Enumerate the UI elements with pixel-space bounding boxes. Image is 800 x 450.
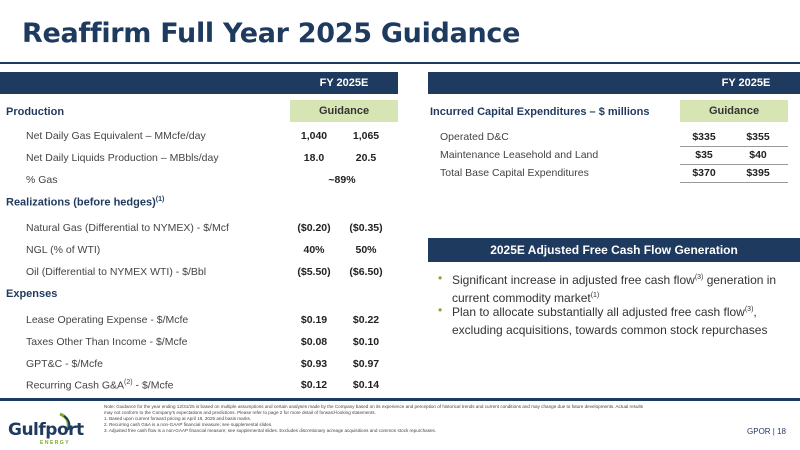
capex-value-low: $370 [692, 167, 716, 179]
row-label-suffix: - $/Mcfe [132, 379, 174, 392]
title-divider [0, 62, 800, 64]
page-number: GPOR | 18 [747, 427, 786, 436]
right-header-label: FY 2025E [721, 77, 771, 89]
table-row-label: Lease Operating Expense - $/Mcfe [26, 314, 189, 326]
fcf-header: 2025E Adjusted Free Cash Flow Generation [428, 238, 800, 262]
section-capex: Incurred Capital Expenditures – $ millions [430, 106, 650, 118]
row-value-low: ($0.20) [297, 222, 331, 234]
row-divider [680, 164, 788, 165]
capex-row-label: Total Base Capital Expenditures [440, 167, 589, 179]
row-divider [680, 146, 788, 147]
table-row-label: Natural Gas (Differential to NYMEX) - $/Mcf [26, 222, 229, 234]
table-row-label: Net Daily Gas Equivalent – MMcfe/day [26, 130, 206, 142]
bullet-text-mid: generation in current commodity market [452, 273, 777, 305]
row-value-high: ($0.35) [349, 222, 383, 234]
note-line: 2. Recurring cash G&A is a non-GAAP financial measure; see supplemental slides. [104, 422, 273, 427]
capex-row-label: Operated D&C [440, 131, 509, 143]
row-value-high: ($6.50) [349, 266, 383, 278]
capex-value-low: $335 [692, 131, 716, 143]
bullet-text [452, 302, 788, 338]
table-row-label: GPT&C - $/Mcfe [26, 358, 104, 370]
bullet-text [452, 270, 788, 306]
table-row-label: % Gas [26, 174, 58, 186]
row-value-low: $0.93 [300, 358, 328, 370]
section-production: Production [6, 106, 65, 118]
logo-name: Gulfport [8, 420, 84, 440]
table-row-label: Taxes Other Than Income - $/Mcfe [26, 336, 188, 348]
bullet-sup: (3) [694, 274, 704, 281]
row-value-low: 40% [303, 244, 325, 256]
bullet-text-pre: Significant increase in adjusted free cash flow [452, 273, 695, 287]
bullet-text-mid: , excluding acquisitions, towards common stock repurchases [452, 305, 768, 337]
bullet-sup: (1) [590, 292, 600, 299]
row-label-sup: (2) [124, 379, 133, 386]
row-value-low: 18.0 [303, 152, 325, 164]
row-value-low: 1,040 [300, 130, 328, 142]
table-row-label: NGL (% of WTI) [26, 244, 101, 256]
right-guidance-label: Guidance [680, 100, 788, 122]
footnotes [104, 404, 744, 434]
row-label-text: Recurring Cash G&A [26, 379, 125, 392]
row-value-low: $0.12 [300, 379, 328, 391]
fcf-bullet [438, 302, 788, 338]
right-table-header [428, 72, 800, 94]
row-value-low: $0.08 [300, 336, 328, 348]
row-value-high: $0.14 [352, 379, 380, 391]
row-value-high: $0.10 [352, 336, 380, 348]
logo-sub: ENERGY [40, 440, 71, 446]
left-table-header [0, 72, 398, 94]
page-title: Reaffirm Full Year 2025 Guidance [22, 18, 521, 49]
section-realizations: Realizations (before hedges)$^{(1)}$ [6, 196, 165, 209]
left-header-label: FY 2025E [319, 77, 369, 89]
note-line: may not conform to the Company's expectations and predictions. Please refer to page 2 for more detail of forward-looking statements. [104, 410, 376, 415]
capex-value-high: $395 [746, 167, 770, 179]
footer-divider [0, 398, 800, 401]
note-line: Note: Guidance for the year ending 12/31/25 is based on multiple assumptions and certain analyses made by the Company based on its experience and perception of historical trends and current conditions and may change due to future developments. Actual results [104, 404, 644, 409]
note-line: 1. Based upon current forward pricing at April 16, 2025 and basis marks. [104, 416, 252, 421]
capex-row-label: Maintenance Leasehold and Land [440, 149, 599, 161]
bullet-sup: (3) [744, 306, 754, 313]
row-value: ~89% [328, 174, 356, 186]
table-row-label: Oil (Differential to NYMEX WTI) - $/Bbl [26, 266, 207, 278]
capex-value-high: $40 [749, 149, 767, 161]
row-divider [680, 182, 788, 183]
table-row-label [26, 379, 173, 392]
capex-value-high: $355 [746, 131, 770, 143]
row-value-high: 1,065 [352, 130, 380, 142]
bullet-text-pre: Plan to allocate substantially all adjusted free cash flow [452, 305, 745, 319]
row-value-low: $0.19 [300, 314, 328, 326]
bullet-dot-icon: • [438, 303, 443, 317]
capex-value-low: $35 [695, 149, 713, 161]
section-expenses: Expenses [6, 288, 58, 300]
left-guidance-label: Guidance [290, 100, 398, 122]
table-row-label: Net Daily Liquids Production – MBbls/day [26, 152, 219, 164]
note-line: 3. Adjusted free cash flow is a non-GAAP financial measure; see supplemental slides. Excludes discretionary acreage acquisitions and common stock repurchases. [104, 428, 437, 433]
row-value-high: 20.5 [355, 152, 377, 164]
row-value-high: 50% [355, 244, 377, 256]
row-value-high: $0.22 [352, 314, 380, 326]
bullet-dot-icon: • [438, 271, 443, 285]
fcf-bullet [438, 270, 788, 306]
row-value-high: $0.97 [352, 358, 380, 370]
row-value-low: ($5.50) [297, 266, 331, 278]
